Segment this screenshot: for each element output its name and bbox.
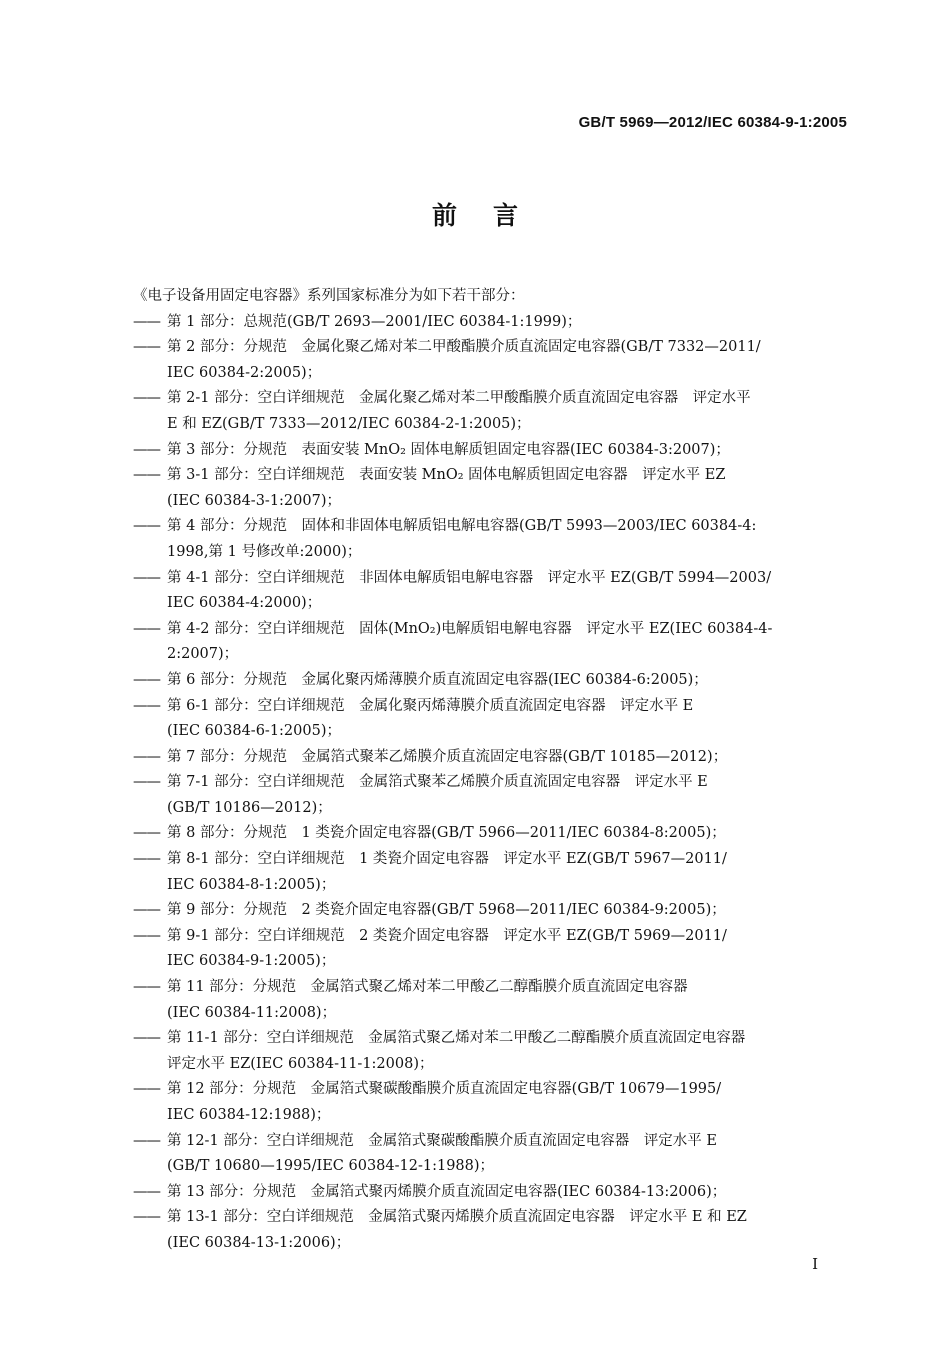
list-item-line: 第 13 部分：分规范 金属箔式聚丙烯膜介质直流固定电容器(IEC 60384-13:2006)； (167, 1183, 727, 1200)
em-dash-marker: —— (133, 927, 160, 944)
list-item-line: 第 2-1 部分：空白详细规范 金属化聚乙烯对苯二甲酸酯膜介质直流固定电容器 评定水平 (167, 390, 751, 407)
list-item-line: 第 7 部分：分规范 金属箔式聚苯乙烯膜介质直流固定电容器(GB/T 10185—2012)； (167, 748, 728, 765)
list-item-line: 第 2 部分：分规范 金属化聚乙烯对苯二甲酸酯膜介质直流固定电容器(GB/T 7332—2011/ (167, 339, 761, 356)
list-item-line: (IEC 60384-3-1:2007)； (167, 492, 341, 509)
em-dash-marker: —— (133, 467, 160, 484)
em-dash-marker: —— (133, 569, 160, 586)
em-dash-marker: —— (133, 774, 160, 791)
em-dash-marker: —— (133, 1209, 160, 1226)
list-item (115, 668, 850, 694)
list-item-line: 评定水平 EZ(IEC 60384-11-1:2008)； (167, 1055, 434, 1072)
body-text (115, 284, 850, 1257)
list-item-line: 第 13-1 部分：空白详细规范 金属箔式聚丙烯膜介质直流固定电容器 评定水平 E 和 EZ (167, 1209, 747, 1226)
em-dash-marker: —— (133, 1030, 160, 1047)
list-item-line: 第 4-2 部分：空白详细规范 固体(MnO₂)电解质铝电解电容器 评定水平 EZ(IEC 60384-4- (167, 620, 773, 637)
em-dash-marker: —— (133, 390, 160, 407)
list-item-line: E 和 EZ(GB/T 7333—2012/IEC 60384-2-1:2005)； (167, 415, 531, 432)
em-dash-marker: —— (133, 697, 160, 714)
list-item-line: 第 1 部分：总规范(GB/T 2693—2001/IEC 60384-1:1999)； (167, 313, 582, 330)
em-dash-marker: —— (133, 748, 160, 765)
list-item (115, 438, 850, 464)
em-dash-marker: —— (133, 313, 160, 330)
em-dash-marker: —— (133, 825, 160, 842)
em-dash-marker: —— (133, 518, 160, 535)
em-dash-marker: —— (133, 339, 160, 356)
list-item (115, 847, 850, 898)
em-dash-marker: —— (133, 441, 160, 458)
list-item-line: 第 12-1 部分：空白详细规范 金属箔式聚碳酸酯膜介质直流固定电容器 评定水平 E (167, 1132, 717, 1149)
list-item (115, 821, 850, 847)
list-item-line: 第 4-1 部分：空白详细规范 非固体电解质铝电解电容器 评定水平 EZ(GB/T 5994—2003/ (167, 569, 772, 586)
list-item-line: 2:2007)； (167, 646, 239, 663)
em-dash-marker: —— (133, 979, 160, 996)
em-dash-marker: —— (133, 1132, 160, 1149)
list-item (115, 1077, 850, 1128)
list-item-line: 第 4 部分：分规范 固体和非固体电解质铝电解电容器(GB/T 5993—2003/IEC 60384-4: (167, 518, 757, 535)
list-item-line: (IEC 60384-11:2008)； (167, 1004, 337, 1021)
list-item (115, 1026, 850, 1077)
list-item (115, 975, 850, 1026)
list-item (115, 1129, 850, 1180)
list-item-line: 第 7-1 部分：空白详细规范 金属箔式聚苯乙烯膜介质直流固定电容器 评定水平 E (167, 774, 708, 791)
list-item-line: 第 3 部分：分规范 表面安装 MnO₂ 固体电解质钽固定电容器(IEC 60384-3:2007)； (167, 441, 730, 458)
list-item (115, 694, 850, 745)
list-item-line: IEC 60384-4:2000)； (167, 595, 322, 612)
list-item-line: 第 11-1 部分：空白详细规范 金属箔式聚乙烯对苯二甲酸乙二醇酯膜介质直流固定电容器 (167, 1030, 746, 1047)
list-item-line: 1998,第 1 号修改单:2000)； (167, 543, 362, 560)
list-item-line: IEC 60384-12:1988)； (167, 1107, 331, 1123)
page-title: 前言 (431, 201, 554, 230)
list-item-line: (IEC 60384-6-1:2005)； (167, 723, 341, 740)
list-item (115, 566, 850, 617)
em-dash-marker: —— (133, 1183, 160, 1200)
list-item-line: 第 6-1 部分：空白详细规范 金属化聚丙烯薄膜介质直流固定电容器 评定水平 E (167, 697, 694, 714)
list-item-line: (IEC 60384-13-1:2006)； (167, 1234, 351, 1251)
list-item (115, 514, 850, 565)
em-dash-marker: —— (133, 1081, 160, 1098)
list-item (115, 924, 850, 975)
list-item-line: 第 9-1 部分：空白详细规范 2 类瓷介固定电容器 评定水平 EZ(GB/T 5969—2011/ (167, 927, 727, 944)
list-item-line: IEC 60384-9-1:2005)； (167, 953, 336, 970)
list-item (115, 617, 850, 668)
page-number: I (812, 1255, 818, 1273)
standard-code-header: GB/T 5969—2012/IEC 60384-9-1:2005 (578, 114, 847, 131)
list-item-line: (GB/T 10186—2012)； (167, 799, 332, 816)
em-dash-marker: —— (133, 671, 160, 688)
intro-paragraph: 《电子设备用固定电容器》系列国家标准分为如下若干部分： (133, 288, 525, 304)
list-item (115, 386, 850, 437)
list-item (115, 1205, 850, 1256)
list-item-line: 第 6 部分：分规范 金属化聚丙烯薄膜介质直流固定电容器(IEC 60384-6:2005)； (167, 671, 708, 688)
list-item-line: 第 8 部分：分规范 1 类瓷介固定电容器(GB/T 5966—2011/IEC 60384-8:2005)； (167, 825, 726, 842)
list-item (115, 898, 850, 924)
list-item (115, 770, 850, 821)
list-item-line: IEC 60384-2:2005)； (167, 364, 322, 381)
parts-list (115, 310, 850, 1257)
list-item-line: 第 11 部分：分规范 金属箔式聚乙烯对苯二甲酸乙二醇酯膜介质直流固定电容器 (167, 979, 688, 996)
list-item (115, 335, 850, 386)
list-item (115, 1180, 850, 1206)
list-item-line: IEC 60384-8-1:2005)； (167, 876, 336, 893)
list-item (115, 463, 850, 514)
em-dash-marker: —— (133, 620, 160, 637)
em-dash-marker: —— (133, 902, 160, 919)
list-item (115, 745, 850, 771)
list-item-line: 第 12 部分：分规范 金属箔式聚碳酸酯膜介质直流固定电容器(GB/T 10679—1995/ (167, 1081, 722, 1098)
list-item-line: 第 9 部分：分规范 2 类瓷介固定电容器(GB/T 5968—2011/IEC 60384-9:2005)； (167, 902, 726, 919)
em-dash-marker: —— (133, 851, 160, 868)
list-item-line: 第 3-1 部分：空白详细规范 表面安装 MnO₂ 固体电解质钽固定电容器 评定水平 EZ (167, 467, 726, 484)
list-item-line: (GB/T 10680—1995/IEC 60384-12-1:1988)； (167, 1158, 495, 1175)
list-item (115, 310, 850, 336)
list-item-line: 第 8-1 部分：空白详细规范 1 类瓷介固定电容器 评定水平 EZ(GB/T 5967—2011/ (167, 851, 727, 868)
